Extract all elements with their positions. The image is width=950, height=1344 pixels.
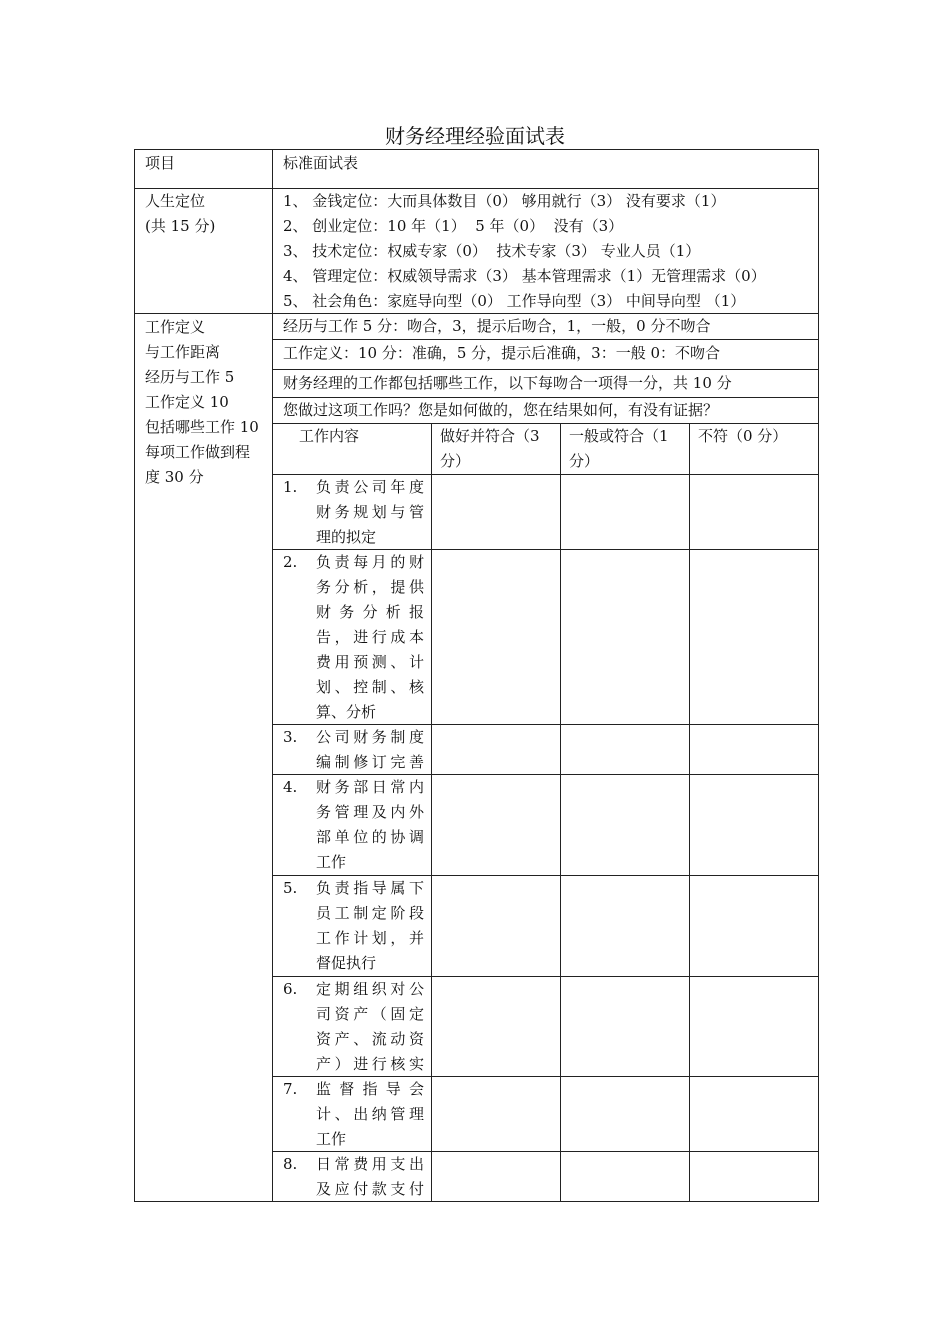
table-border	[818, 149, 819, 1202]
life-line: 1、 金钱定位：大而具体数目（0） 够用就行（3） 没有要求（1）	[283, 192, 726, 210]
table-border	[134, 149, 135, 1202]
task-line: 费用预测、计	[316, 653, 424, 671]
task-line: 计、出纳管理	[316, 1105, 424, 1123]
header-standard: 标准面试表	[283, 154, 359, 172]
task-text	[316, 876, 424, 976]
col-header-content: 工作内容	[299, 427, 360, 445]
task-line: 部单位的协调	[316, 828, 424, 846]
col-header-none: 不符（0 分）	[698, 427, 788, 445]
task-line: 公司财务制度	[316, 728, 424, 746]
task-number: 2.	[283, 553, 298, 571]
task-line: 务管理及内外	[316, 803, 424, 821]
task-line: 财务部日常内	[316, 778, 424, 796]
table-border	[431, 423, 432, 1202]
table-border	[272, 369, 819, 370]
task-line: 督促执行	[316, 954, 377, 972]
task-text	[316, 725, 424, 775]
criteria-definition: 工作定义：10 分：准确，5 分，提示后准确，3：一般 0：不吻合	[283, 344, 721, 362]
task-line: 资产、流动资	[316, 1030, 424, 1048]
task-line: 算、分析	[316, 703, 377, 721]
task-line: 财务规划与管	[316, 503, 424, 521]
work-label-line: 经历与工作 5	[145, 368, 235, 386]
table-border	[560, 423, 561, 1202]
col-header-good: 分）	[440, 452, 471, 470]
life-line: 4、 管理定位：权威领导需求（3） 基本管理需求（1）无管理需求（0）	[283, 267, 766, 285]
task-number: 3.	[283, 728, 298, 746]
col-header-fair: 分）	[569, 452, 600, 470]
task-text	[316, 550, 424, 725]
task-number: 5.	[283, 879, 298, 897]
life-score: (共 15 分)	[145, 217, 216, 235]
table-border	[272, 339, 819, 340]
work-label-line: 度 30 分	[145, 468, 204, 486]
work-label-line: 包括哪些工作 10	[145, 418, 259, 436]
col-header-good: 做好并符合（3	[440, 427, 540, 445]
task-line: 及应付款支付	[316, 1180, 424, 1198]
task-line: 工作	[316, 853, 347, 871]
task-line: 告，进行成本	[316, 628, 424, 646]
task-number: 6.	[283, 980, 298, 998]
criteria-question: 您做过这项工作吗？您是如何做的，您在结果如何，有没有证据？	[283, 401, 719, 419]
task-line: 负责公司年度	[316, 478, 424, 496]
criteria-experience: 经历与工作 5 分：吻合，3，提示后吻合，1，一般，0 分不吻合	[283, 317, 711, 335]
task-number: 4.	[283, 778, 298, 796]
work-label-line: 工作定义	[145, 318, 206, 336]
task-text	[316, 1152, 424, 1202]
life-line: 5、 社会角色：家庭导向型（0） 工作导向型（3） 中间导向型 （1）	[283, 292, 746, 310]
task-line: 工作计划，并	[316, 929, 424, 947]
header-item: 项目	[145, 154, 176, 172]
task-line: 产）进行核实	[316, 1055, 424, 1073]
work-label-line: 工作定义 10	[145, 393, 229, 411]
task-line: 划、控制、核	[316, 678, 424, 696]
task-text	[316, 475, 424, 550]
task-line: 日常费用支出	[316, 1155, 424, 1173]
task-line: 员工制定阶段	[316, 904, 424, 922]
col-header-fair: 一般或符合（1	[569, 427, 669, 445]
task-number: 1.	[283, 478, 298, 496]
work-label-line: 与工作距离	[145, 343, 221, 361]
table-border	[134, 1201, 819, 1202]
task-number: 8.	[283, 1155, 298, 1173]
task-line: 工作	[316, 1130, 347, 1148]
task-line: 理的拟定	[316, 528, 377, 546]
task-text	[316, 1077, 424, 1152]
criteria-tasks: 财务经理的工作都包括哪些工作，以下每吻合一项得一分，共 10 分	[283, 374, 732, 392]
life-label: 人生定位	[145, 192, 206, 210]
task-line: 务分析，提供	[316, 578, 424, 596]
task-line: 财务分析报	[316, 603, 424, 621]
page-title: 财务经理经验面试表	[385, 124, 565, 148]
task-line: 负责指导属下	[316, 879, 424, 897]
work-label-line: 每项工作做到程	[145, 443, 251, 461]
task-text	[316, 775, 424, 875]
task-line: 负责每月的财	[316, 553, 424, 571]
task-line: 司资产（固定	[316, 1005, 424, 1023]
task-line: 编制修订完善	[316, 753, 424, 771]
table-border	[689, 423, 690, 1202]
table-border	[134, 149, 819, 150]
task-number: 7.	[283, 1080, 298, 1098]
table-border	[272, 149, 273, 1202]
life-line: 2、 创业定位：10 年（1） 5 年（0） 没有（3）	[283, 217, 624, 235]
task-line: 定期组织对公	[316, 980, 424, 998]
task-text	[316, 977, 424, 1077]
task-line: 监督指导会	[316, 1080, 424, 1098]
life-line: 3、 技术定位：权威专家（0） 技术专家（3） 专业人员（1）	[283, 242, 701, 260]
